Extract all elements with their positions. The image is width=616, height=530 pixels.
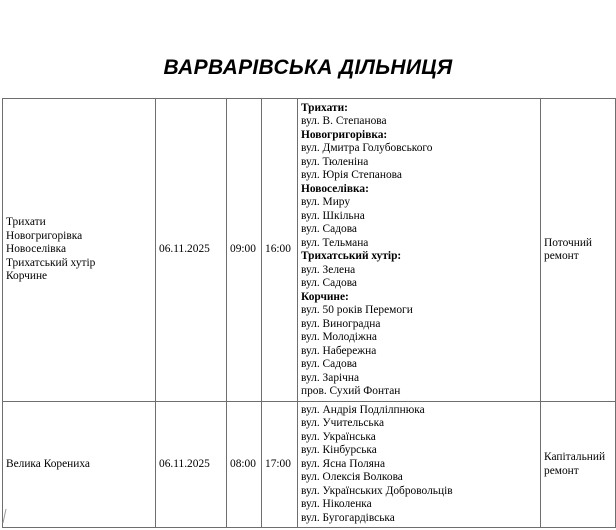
settlement-heading: Трихати:	[301, 101, 348, 114]
table-row	[3, 402, 616, 528]
street-name: вул. 50 років Перемоги	[301, 304, 413, 316]
settlement-heading: Корчине:	[301, 290, 349, 303]
end-time-cell	[262, 402, 298, 528]
street-name: вул. Дмитра Голубовського	[301, 142, 433, 154]
street-name: вул. Тельмана	[301, 236, 369, 249]
end-time: 17:00	[265, 457, 291, 470]
outage-date: 06.11.2025	[159, 457, 210, 470]
street-name: вул. В. Степанова	[301, 115, 387, 127]
settlements-cell	[3, 99, 156, 402]
street-name: вул. Набережна	[301, 344, 377, 357]
street-name: вул. Тюленіна	[301, 155, 369, 168]
outage-schedule-table	[2, 98, 616, 528]
street-name: вул. Садова	[301, 358, 357, 370]
work-type: ремонт	[544, 250, 579, 262]
street-name: вул. Виноградна	[301, 317, 381, 330]
settlement-name: Велика Корениха	[6, 457, 90, 470]
street-name: вул. Українських Добровольців	[301, 484, 453, 497]
street-name: вул. Миру	[301, 196, 351, 208]
streets-cell	[298, 99, 541, 402]
date-cell	[156, 99, 227, 402]
street-name: вул. Андрія Подлілпнюка	[301, 403, 425, 416]
street-name: вул. Садова	[301, 223, 357, 235]
street-name: вул. Шкільна	[301, 209, 365, 222]
street-name: вул. Зелена	[301, 263, 356, 276]
street-name: вул. Ясна Поляна	[301, 457, 386, 470]
table-body	[3, 99, 616, 528]
work-type-cell	[541, 99, 616, 402]
settlement-heading: Новогригорівка:	[301, 128, 388, 141]
work-type: Поточний	[544, 236, 593, 249]
street-name: вул. Юрія Степанова	[301, 169, 402, 181]
date-cell	[156, 402, 227, 528]
street-name: вул. Зарічна	[301, 371, 360, 384]
page-title: ВАРВАРІВСЬКА ДІЛЬНИЦЯ	[163, 56, 453, 79]
settlement-name: Трихатський хутір	[6, 256, 96, 269]
work-type: ремонт	[544, 464, 579, 477]
start-time-cell	[227, 99, 262, 402]
streets-cell	[298, 402, 541, 528]
end-time: 16:00	[265, 243, 291, 256]
settlement-heading: Новоселівка:	[301, 182, 369, 195]
street-name: вул. Кінбурська	[301, 444, 377, 457]
settlement-heading: Трихатський хутір:	[301, 250, 402, 262]
outage-date: 06.11.2025	[159, 243, 210, 256]
street-name: вул. Молодіжна	[301, 331, 377, 343]
street-name: вул. Українська	[301, 430, 376, 443]
street-name: вул. Ніколенка	[301, 498, 372, 511]
settlement-name: Трихати	[6, 216, 46, 229]
work-type: Капітальний	[544, 451, 606, 463]
street-name: вул. Олексія Волкова	[301, 471, 403, 484]
start-time: 08:00	[230, 457, 256, 470]
street-name: пров. Сухий Фонтан	[301, 385, 401, 397]
work-type-cell	[541, 402, 616, 528]
settlement-name: Новогригорівка	[6, 229, 83, 242]
end-time-cell	[262, 99, 298, 402]
table-row	[3, 99, 616, 402]
start-time-cell	[227, 402, 262, 528]
settlement-name: Корчине	[6, 270, 48, 283]
start-time: 09:00	[230, 243, 256, 256]
street-name: вул. Бугогардівська	[301, 511, 395, 524]
street-name: вул. Садова	[301, 277, 357, 289]
street-name: вул. Учительська	[301, 417, 385, 430]
settlements-cell	[3, 402, 156, 528]
settlement-name: Новоселівка	[6, 243, 67, 256]
